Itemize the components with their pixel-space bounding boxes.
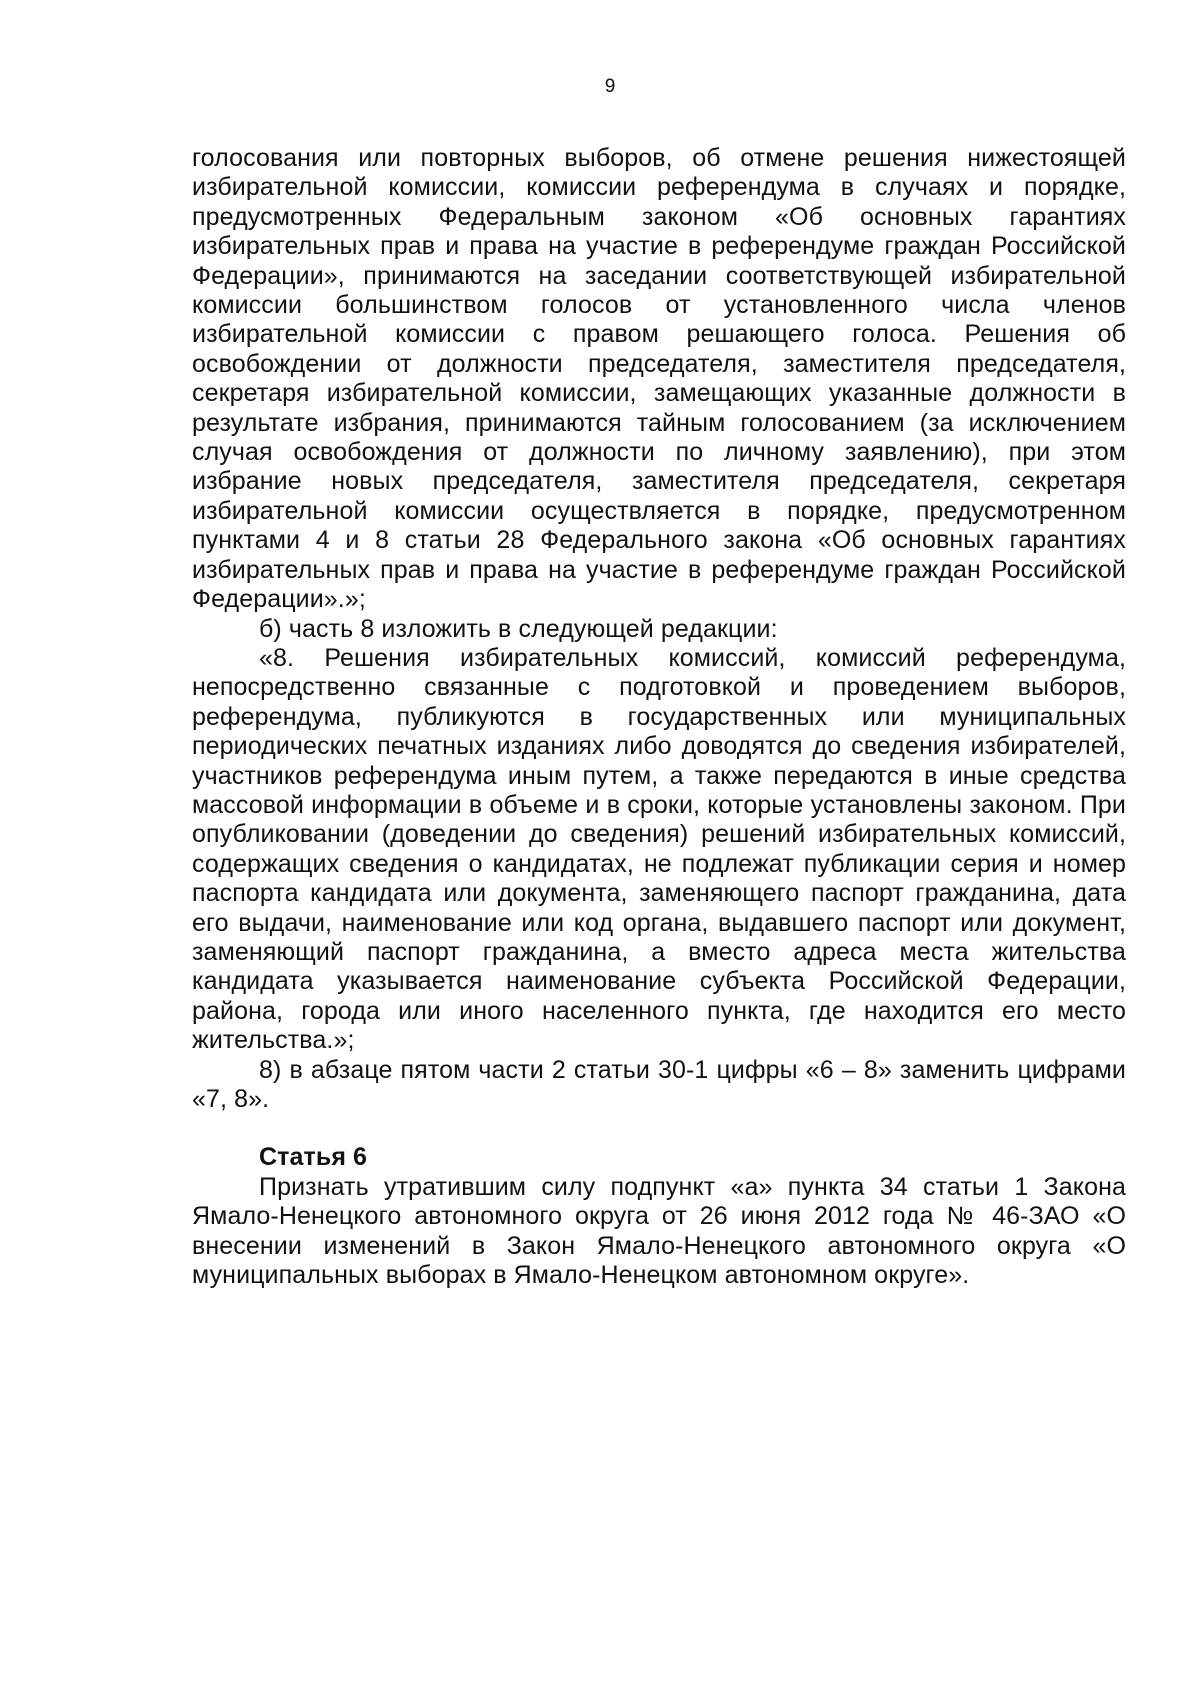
paragraph-item-b: б) часть 8 изложить в следующей редакции:: [259, 614, 778, 643]
article-heading: Статья 6: [259, 1143, 368, 1172]
document-body: [192, 144, 1126, 1290]
page-number: 9: [604, 76, 616, 97]
paragraph-article-6: Признать утратившим силу подпункт «а» пункта 34 статьи 1 Закона Ямало-Ненецкого автономного округа от 26 июня 2012 года № 46-ЗАО «О внесении изменений в Закон Ямало-Ненецкого автономного округа «О муниципальных выборах в Ямало-Ненецком автономном округе».: [192, 1172, 1126, 1290]
paragraph-item-8: 8) в абзаце пятом части 2 статьи 30-1 цифры «6 – 8» заменить цифрами «7, 8».: [192, 1055, 1126, 1113]
paragraph-part-8: «8. Решения избирательных комиссий, комиссий референдума, непосредственно связанные с подготовкой и проведением выборов, референдума, публикуются в государственных или муниципальных периодических печатных изданиях либо доводятся до сведения избирателей, участников референдума иным путем, а также передаются в иные средства массовой информации в объеме и в сроки, которые установлены законом. При опубликовании (доведении до сведения) решений избирательных комиссий, содержащих сведения о кандидатах, не подлежат публикации серия и номер паспорта кандидата или документа, заменяющего паспорт гражданина, дата его выдачи, наименование или код органа, выдавшего паспорт или документ, заменяющий паспорт гражданина, а вместо адреса места жительства кандидата указывается наименование субъекта Российской Федерации, района, города или иного населенного пункта, где находится его место жительства.»;: [192, 643, 1126, 1055]
paragraph-continuation: голосования или повторных выборов, об отмене решения нижестоящей избирательной комиссии, комиссии референдума в случаях и порядке, предусмотренных Федеральным законом «Об основных гарантиях избирательных прав и права на участие в референдуме граждан Российской Федерации», принимаются на заседании соответствующей избирательной комиссии большинством голосов от установленного числа членов избирательной комиссии с правом решающего голоса. Решения об освобождении от должности председателя, заместителя председателя, секретаря избирательной комиссии, замещающих указанные должности в результате избрания, принимаются тайным голосованием (за исключением случая освобождения от должности по личному заявлению), при этом избрание новых председателя, заместителя председателя, секретаря избирательной комиссии осуществляется в порядке, предусмотренном пунктами 4 и 8 статьи 28 Федерального закона «Об основных гарантиях избирательных прав и права на участие в референдуме граждан Российской Федерации».»;: [192, 144, 1126, 614]
